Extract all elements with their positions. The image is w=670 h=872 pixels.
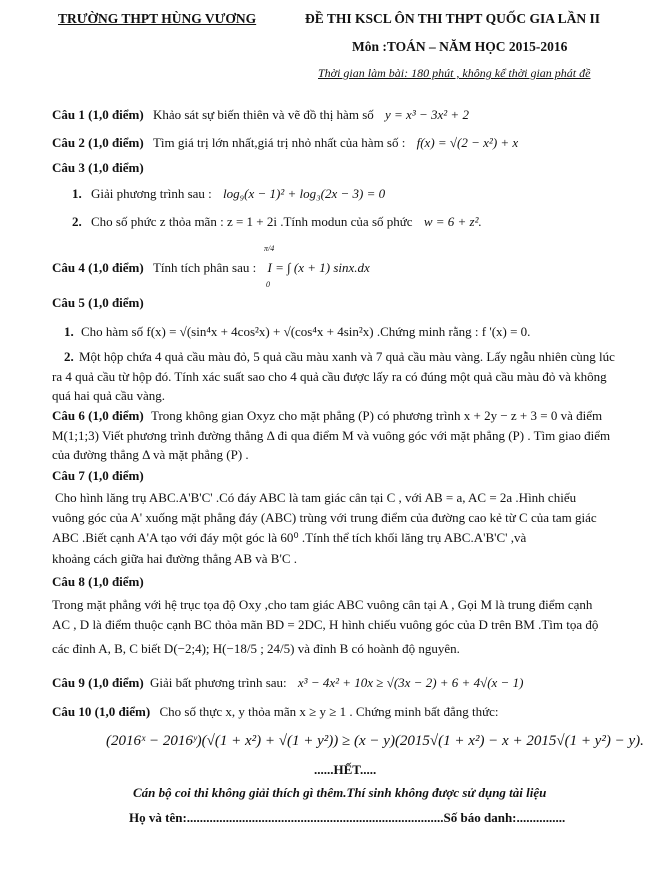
question-text: Tính tích phân sau :: [152, 260, 257, 275]
part-math: log₉(x − 1)² + log₃(2x − 3) = 0: [223, 186, 386, 201]
exam-subject: Môn :TOÁN – NĂM HỌC 2015-2016: [352, 39, 568, 54]
question-text: của đường thẳng Δ và mặt phẳng (P) .: [52, 447, 249, 462]
question-text: Giải bất phương trình sau:: [149, 675, 287, 690]
question-math: f(x) = √(2 − x²) + x: [416, 135, 519, 150]
question-text: các đỉnh A, B, C biết D(−2;4); H(−18/5 ; 24/5) và đỉnh B có hoành độ nguyên.: [52, 641, 460, 656]
question-3-label: Câu 3 (1,0 điểm): [52, 160, 144, 175]
question-text: Trong mặt phẳng với hệ trục tọa độ Oxy ,cho tam giác ABC vuông cân tại A , Gọi M là trung điểm cạnh: [52, 597, 593, 612]
question-6: [52, 408, 602, 424]
question-text: M(1;1;3) Viết phương trình đường thẳng Δ đi qua điểm M và vuông góc với mặt phẳng (P) . Tìm giao điểm: [52, 428, 611, 443]
part-text: ra 4 quả cầu từ hộp đó. Tính xác suất sao cho 4 quả cầu được lấy ra có đúng một quả cầu màu đỏ và không: [52, 369, 607, 384]
question-3-part-2: [72, 214, 482, 230]
part-number: 2.: [64, 349, 74, 364]
question-text: Cho số thực x, y thỏa mãn x ≥ y ≥ 1 . Chứng minh bất đẳng thức:: [159, 704, 499, 719]
question-label: Câu 2 (1,0 điểm): [52, 135, 144, 150]
question-label: Câu 9 (1,0 điểm): [52, 675, 144, 690]
question-4: [52, 260, 370, 276]
question-label: Câu 10 (1,0 điểm): [52, 704, 151, 719]
part-number: 1.: [64, 324, 74, 339]
question-10-inequality: (2016ˣ − 2016ʸ)(√(1 + x²) + √(1 + y²)) ≥ (x − y)(2015√(1 + x²) − x + 2015√(1 + y²) − y).: [106, 733, 644, 749]
part-text: Cho hàm số f(x) = √(sin⁴x + 4cos²x) + √(cos⁴x + 4sin²x) .Chứng minh rằng : f '(x) = 0.: [81, 324, 531, 339]
part-math: w = 6 + z².: [423, 214, 482, 229]
question-10: [52, 704, 499, 720]
question-label: Câu 1 (1,0 điểm): [52, 107, 144, 122]
question-text: Khảo sát sự biến thiên và vẽ đồ thị hàm số: [152, 107, 374, 122]
part-number: 1.: [72, 186, 82, 201]
question-9: [52, 675, 523, 691]
question-text: Tìm giá trị lớn nhất,giá trị nhỏ nhất của hàm số :: [152, 135, 406, 150]
question-math: y = x³ − 3x² + 2: [385, 107, 469, 122]
question-5-label: Câu 5 (1,0 điểm): [52, 295, 144, 310]
question-5-part-2: [64, 349, 615, 365]
part-number: 2.: [72, 214, 82, 229]
question-math: I = ∫ (x + 1) sinx.dx: [267, 260, 370, 275]
question-math: x³ − 4x² + 10x ≥ √(3x − 2) + 6 + 4√(x − 1): [297, 675, 524, 690]
question-text: Trong không gian Oxyz cho mặt phẳng (P) có phương trình x + 2y − z + 3 = 0 và điểm: [150, 408, 603, 423]
question-text: Cho hình lăng trụ ABC.A'B'C' .Có đáy ABC là tam giác cân tại C , với AB = a, AC = 2a .Hình chiếu: [55, 490, 577, 505]
question-label: Câu 4 (1,0 điểm): [52, 260, 144, 275]
question-2: [52, 135, 518, 151]
part-text: Cho số phức z thỏa mãn : z = 1 + 2i .Tính modun của số phức: [91, 214, 413, 229]
question-text: vuông góc của A' xuống mặt phẳng đáy (ABC) trùng với trung điểm của đường cao kẻ từ C của tam giác: [52, 510, 597, 525]
question-label: Câu 6 (1,0 điểm): [52, 408, 144, 423]
proctor-note: Cán bộ coi thi không giải thích gì thêm.Thí sinh không được sử dụng tài liệu: [133, 785, 547, 800]
question-text: AC , D là điểm thuộc cạnh BC thỏa mãn BD = 2DC, H hình chiếu vuông góc của D trên BM .Tìm tọa độ: [52, 617, 599, 632]
question-5-part-1: [64, 324, 530, 340]
question-text: ABC .Biết cạnh A'A tạo với đáy một góc là 60⁰ .Tính thể tích khối lăng trụ ABC.A'B'C' ,và: [52, 530, 527, 545]
question-1: [52, 107, 469, 123]
school-name: TRƯỜNG THPT HÙNG VƯƠNG: [58, 11, 257, 26]
exam-title: ĐỀ THI KSCL ÔN THI THPT QUỐC GIA LẦN II: [305, 11, 600, 26]
candidate-info-line: Họ và tên:...............................................................................Số báo danh:...............: [129, 810, 566, 825]
question-7-label: Câu 7 (1,0 điểm): [52, 468, 144, 483]
exam-time: Thời gian làm bài: 180 phút , không kể thời gian phát đề: [318, 66, 591, 80]
part-text: Giải phương trình sau :: [91, 186, 212, 201]
question-8-label: Câu 8 (1,0 điểm): [52, 574, 144, 589]
integral-lower-limit: 0: [266, 280, 270, 289]
question-3-part-1: [72, 186, 385, 202]
integral-upper-limit: π/4: [264, 244, 275, 253]
end-marker: ......HẾT.....: [314, 762, 377, 777]
part-text: Một hộp chứa 4 quả cầu màu đỏ, 5 quả cầu màu xanh và 7 quả cầu màu vàng. Lấy ngẫu nhiên cùng lúc: [79, 349, 615, 364]
question-text: khoảng cách giữa hai đường thẳng AB và B'C .: [52, 551, 297, 566]
part-text: quá hai quả cầu vàng.: [52, 388, 165, 403]
